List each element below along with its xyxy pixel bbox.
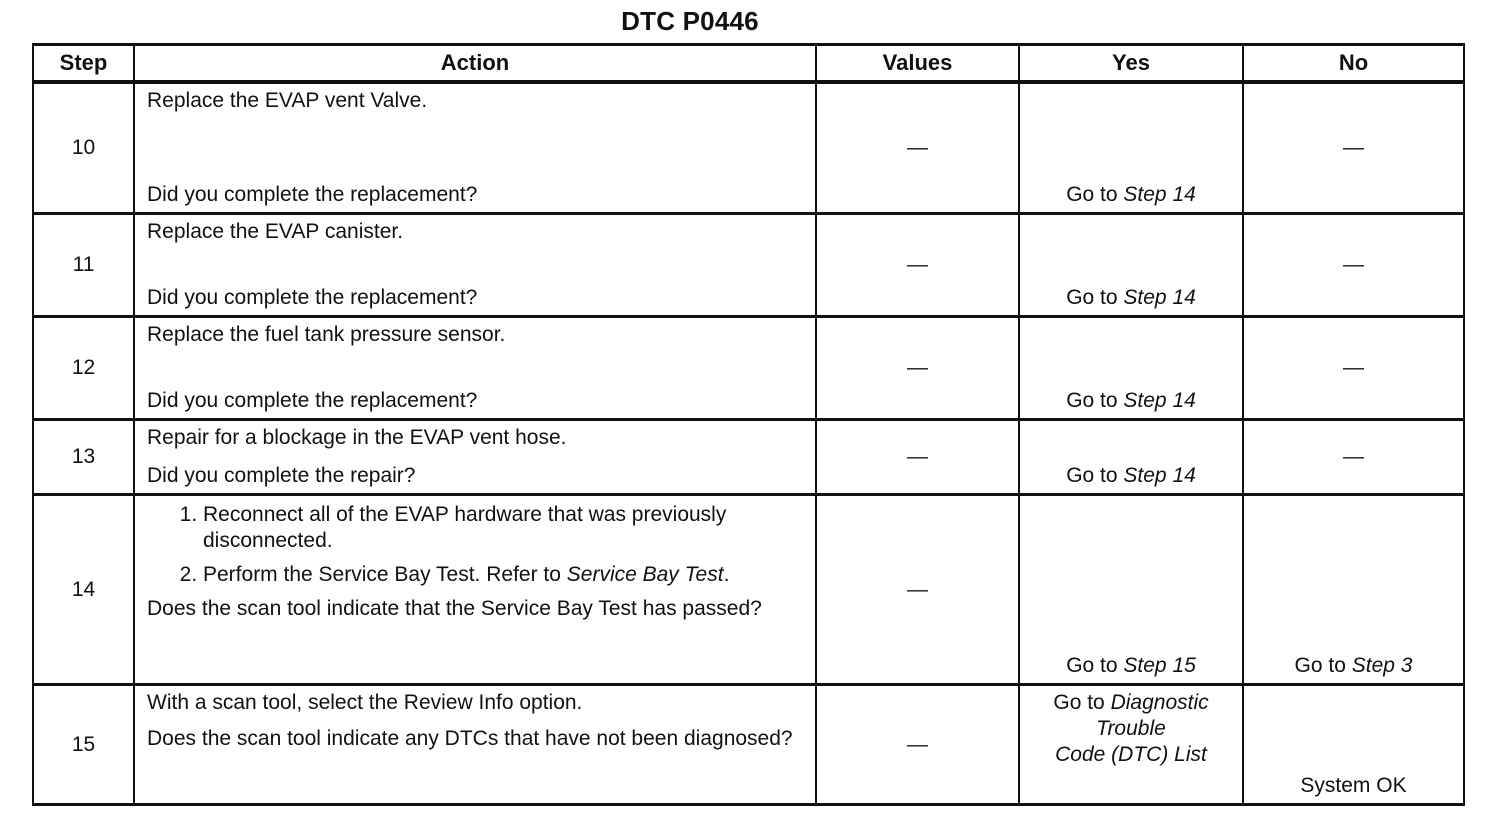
yes-cell: Go to Step 14 [1019, 317, 1243, 420]
diagnostic-table [32, 43, 1465, 806]
table-row [33, 420, 1464, 495]
values-cell: — [816, 495, 1019, 685]
dtc-list-reference: Diagnostic [1110, 691, 1209, 714]
header-no: No [1243, 45, 1464, 83]
values-cell: — [816, 420, 1019, 495]
header-row [33, 45, 1464, 83]
action-text: Replace the fuel tank pressure sensor. [147, 323, 506, 346]
action-question: Does the scan tool indicate that the Service Bay Test has passed? [147, 597, 762, 620]
no-cell: — [1243, 317, 1464, 420]
action-cell [134, 685, 816, 805]
step-reference: Step 14 [1123, 183, 1196, 206]
list-item: 2. Perform the Service Bay Test. Refer to Service Bay Test. [203, 562, 803, 588]
yes-cell: Go to Diagnostic Trouble Code (DTC) List [1019, 685, 1243, 805]
action-question: Did you complete the repair? [147, 464, 416, 487]
no-cell: — [1243, 82, 1464, 214]
action-cell [134, 82, 816, 214]
no-cell [1243, 685, 1464, 805]
instruction-list [147, 502, 803, 588]
values-cell: — [816, 317, 1019, 420]
step-number: 13 [33, 420, 134, 495]
action-cell [134, 420, 816, 495]
step-reference: Step 3 [1351, 654, 1413, 677]
step-reference: Step 14 [1123, 389, 1196, 412]
table-row [33, 495, 1464, 685]
step-number: 14 [33, 495, 134, 685]
step-reference: Step 14 [1123, 464, 1196, 487]
yes-cell: Go to Step 15 [1019, 495, 1243, 685]
values-cell: — [816, 685, 1019, 805]
action-text: Replace the EVAP canister. [147, 220, 404, 243]
step-number: 11 [33, 214, 134, 317]
action-cell [134, 317, 816, 420]
action-text: Repair for a blockage in the EVAP vent hose. [147, 426, 567, 449]
table-row [33, 214, 1464, 317]
service-bay-test-reference: Service Bay Test [566, 563, 724, 586]
header-action: Action [134, 45, 816, 83]
yes-cell: Go to Step 14 [1019, 420, 1243, 495]
action-text: With a scan tool, select the Review Info option. [147, 691, 583, 714]
header-values: Values [816, 45, 1019, 83]
step-number: 10 [33, 82, 134, 214]
action-question: Does the scan tool indicate any DTCs that have not been diagnosed? [147, 727, 793, 750]
no-cell: Go to Step 3 [1243, 495, 1464, 685]
header-step: Step [33, 45, 134, 83]
table-row [33, 82, 1464, 214]
header-yes: Yes [1019, 45, 1243, 83]
action-cell [134, 495, 816, 685]
action-text: Replace the EVAP vent Valve. [147, 89, 428, 112]
action-cell [134, 214, 816, 317]
table-row [33, 685, 1464, 805]
action-question: Did you complete the replacement? [147, 183, 478, 206]
values-cell: — [816, 82, 1019, 214]
step-reference: Step 14 [1123, 286, 1196, 309]
list-item: 1. Reconnect all of the EVAP hardware that was previously disconnected. [203, 502, 803, 554]
step-number: 15 [33, 685, 134, 805]
action-question: Did you complete the replacement? [147, 389, 478, 412]
step-reference: Step 15 [1123, 654, 1196, 677]
page-title: DTC P0446 [621, 6, 759, 36]
action-question: Did you complete the replacement? [147, 286, 478, 309]
yes-cell: Go to Step 14 [1019, 214, 1243, 317]
table-row [33, 317, 1464, 420]
values-cell: — [816, 214, 1019, 317]
step-number: 12 [33, 317, 134, 420]
no-cell: — [1243, 420, 1464, 495]
yes-cell: Go to Step 14 [1019, 82, 1243, 214]
system-ok-text: System OK [1300, 774, 1407, 797]
no-cell: — [1243, 214, 1464, 317]
